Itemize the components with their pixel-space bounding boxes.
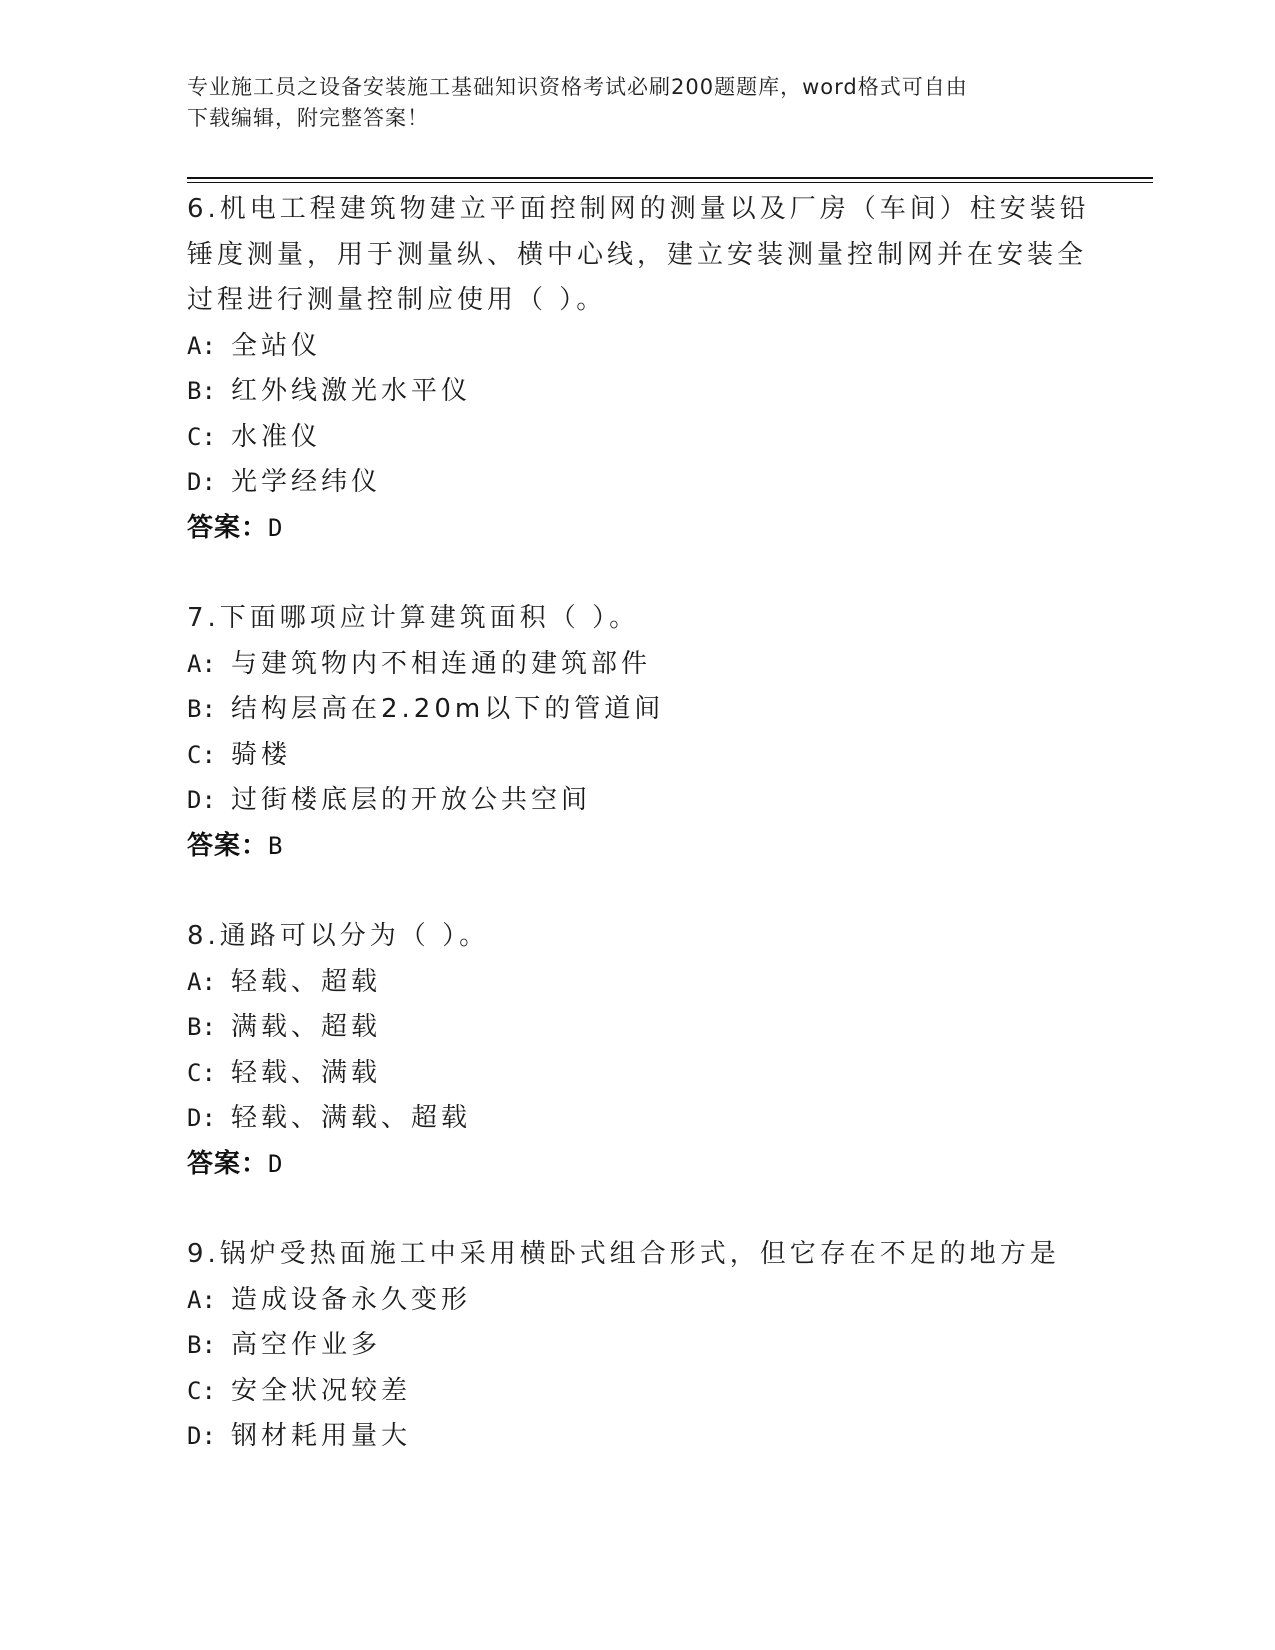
answer [187,824,1067,870]
option-a [187,324,1067,370]
option-text: 满载、超载 [231,1012,382,1042]
option-text: 钢材耗用量大 [231,1421,412,1451]
spacer [187,551,1067,596]
option-key: D: [187,1422,216,1450]
option-text: 造成设备永久变形 [231,1284,472,1315]
option-c [187,1051,1067,1097]
option-text: 高空作业多 [231,1330,382,1360]
option-d [187,1414,1067,1460]
option-b [187,1323,1067,1369]
answer-value: D [268,1149,284,1178]
option-d [187,1096,1067,1142]
option-b [187,1005,1067,1051]
option-text: 全站仪 [231,330,322,361]
header-divider-thin [187,182,1153,183]
stem-line: 6.机电工程建筑物建立平面控制网的测量以及厂房（车间）柱安装铅 [187,194,1090,224]
option-a [187,1278,1067,1324]
option-c [187,415,1067,461]
answer-label: 答案： [187,512,269,543]
answer [187,1142,1067,1188]
option-c [187,1369,1067,1415]
option-text: 红外线激光水平仪 [231,376,472,406]
header-divider-thick [187,177,1153,179]
option-key: C: [187,422,216,451]
stem-line: 8.通路可以分为（ ）。 [187,921,490,951]
question-9 [187,1232,1067,1460]
stem-line: 过程进行测量控制应使用（ ）。 [187,285,607,315]
answer-label: 答案： [187,1148,269,1179]
option-text: 安全状况较差 [231,1375,412,1406]
option-key: B: [187,1013,216,1041]
question-list [187,187,1090,1460]
option-text: 光学经纬仪 [231,467,382,497]
question-stem [187,1232,1067,1278]
header-line-1: 专业施工员之设备安装施工基础知识资格考试必刷200题题库，word格式可自由 [187,75,968,99]
option-b [187,369,1067,415]
option-text: 骑楼 [231,739,292,770]
option-key: D: [187,786,216,814]
option-a [187,642,1067,688]
question-stem [187,596,1067,642]
option-key: B: [187,377,216,405]
question-stem [187,914,1067,960]
question-6 [187,187,1090,551]
option-text: 过街楼底层的开放公共空间 [231,785,592,815]
option-b [187,687,1067,733]
option-key: B: [187,695,216,723]
option-text: 结构层高在2.20m以下的管道间 [231,694,665,724]
answer-value: B [268,831,284,860]
option-text: 水准仪 [231,421,322,452]
option-key: D: [187,1104,216,1132]
option-key: C: [187,740,216,769]
question-8 [187,914,1067,1187]
option-d [187,778,1067,824]
option-d [187,460,1067,506]
option-key: A: [187,649,216,678]
question-stem [187,187,1090,324]
spacer [187,869,1067,914]
option-key: C: [187,1058,216,1087]
option-key: B: [187,1331,216,1359]
answer-value: D [268,513,284,542]
option-text: 与建筑物内不相连通的建筑部件 [231,648,652,679]
option-key: A: [187,1285,216,1314]
option-text: 轻载、满载、超载 [231,1103,472,1133]
document-header [187,72,1067,134]
answer [187,506,1067,552]
stem-line: 7.下面哪项应计算建筑面积（ ）。 [187,603,640,633]
option-key: D: [187,468,216,496]
answer-label: 答案： [187,830,269,861]
header-line-2: 下载编辑，附完整答案！ [187,106,429,130]
option-key: A: [187,331,216,360]
option-key: A: [187,967,216,996]
option-text: 轻载、超载 [231,966,382,997]
option-c [187,733,1067,779]
option-text: 轻载、满载 [231,1057,382,1088]
stem-line: 9.锅炉受热面施工中采用横卧式组合形式，但它存在不足的地方是 [187,1239,1060,1269]
spacer [187,1187,1067,1232]
option-key: C: [187,1376,216,1405]
stem-line: 锤度测量，用于测量纵、横中心线，建立安装测量控制网并在安装全 [187,239,1088,270]
option-a [187,960,1067,1006]
question-7 [187,596,1067,869]
